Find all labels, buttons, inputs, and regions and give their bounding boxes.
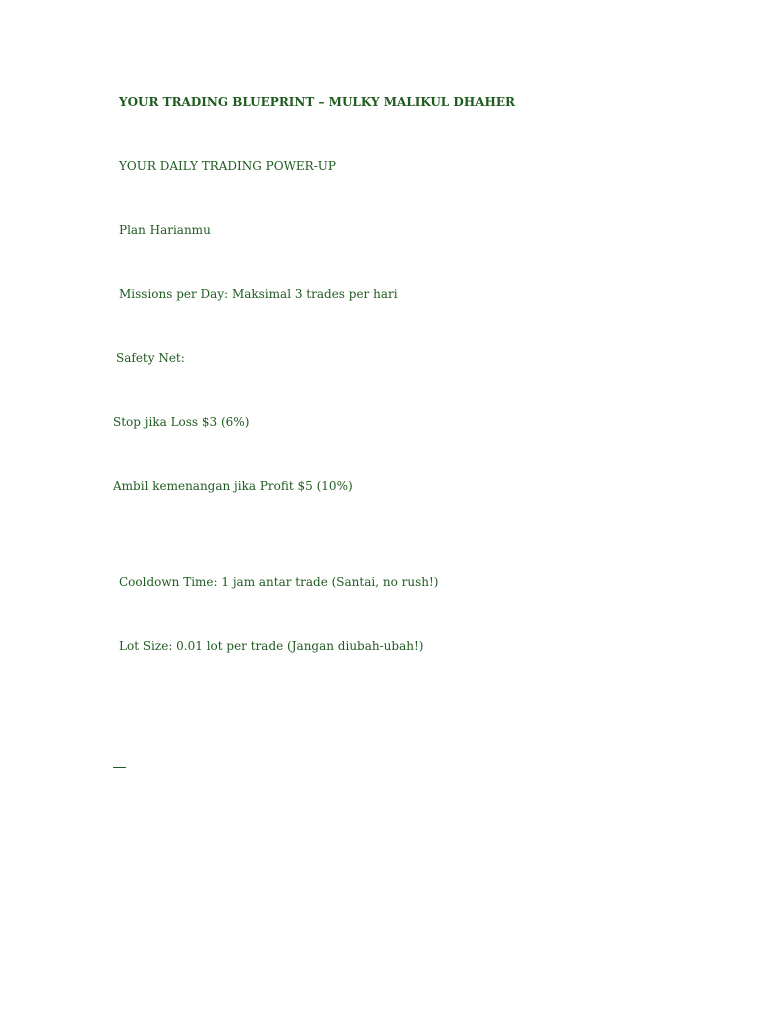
cooldown-time-text: Cooldown Time: 1 jam antar trade (Santai, no rush!) [119,575,439,589]
document-subtitle: YOUR DAILY TRADING POWER-UP [119,159,336,173]
plan-heading: Plan Harianmu [119,223,211,237]
separator-dash [113,767,126,769]
stop-loss-text: Stop jika Loss $3 (6%) [113,415,250,429]
take-profit-text: Ambil kemenangan jika Profit $5 (10%) [113,479,353,493]
safety-net-label: Safety Net: [116,351,185,365]
lot-size-text: Lot Size: 0.01 lot per trade (Jangan diubah-ubah!) [119,639,424,653]
missions-per-day-text: Missions per Day: Maksimal 3 trades per hari [119,287,398,301]
document-title: YOUR TRADING BLUEPRINT – MULKY MALIKUL DHAHER [119,95,515,109]
